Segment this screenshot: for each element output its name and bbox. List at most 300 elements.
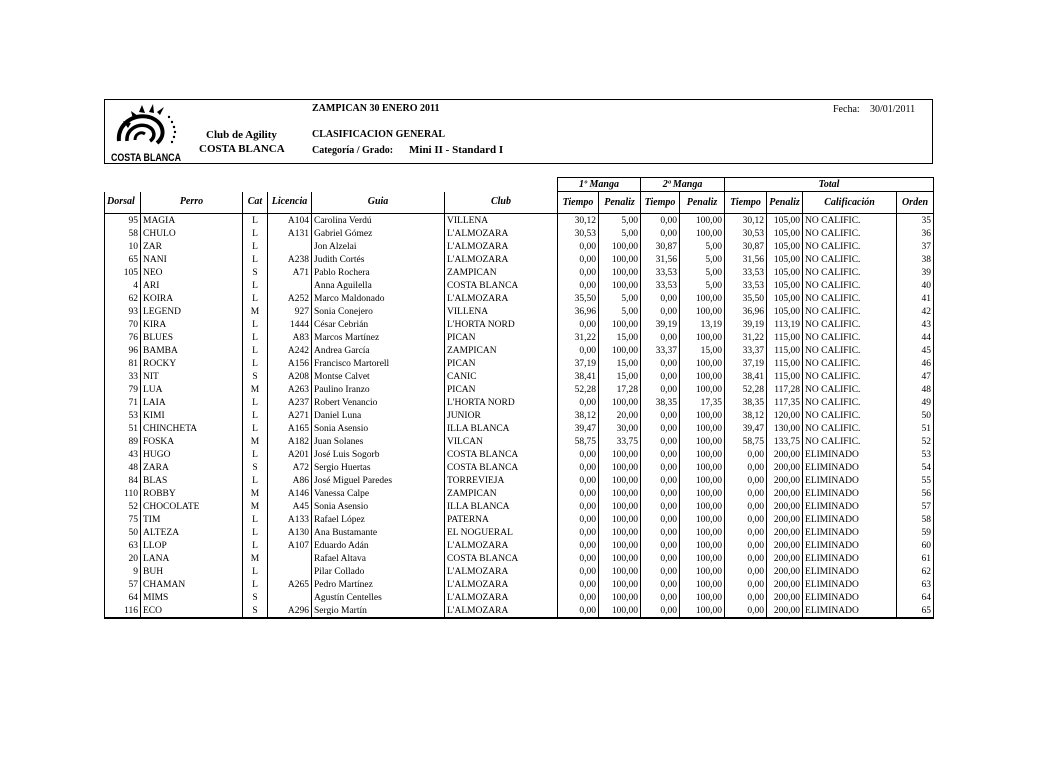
cell-cat: S — [243, 604, 268, 618]
cell-penaliz2: 100,00 — [680, 409, 725, 422]
table-row — [105, 357, 934, 370]
cell-penaliz1: 100,00 — [599, 565, 641, 578]
cell-guia: Gabriel Gómez — [312, 227, 445, 240]
cell-calificacion: NO CALIFIC. — [803, 344, 897, 357]
cell-orden: 36 — [897, 227, 934, 240]
cell-orden: 49 — [897, 396, 934, 409]
cell-calificacion: NO CALIFIC. — [803, 383, 897, 396]
cell-orden: 59 — [897, 526, 934, 539]
cell-dorsal: 95 — [105, 214, 141, 228]
cell-guia: Pilar Collado — [312, 565, 445, 578]
cell-tiempo-total: 35,50 — [725, 292, 767, 305]
cell-perro: LUA — [141, 383, 243, 396]
cell-calificacion: ELIMINADO — [803, 500, 897, 513]
cell-penaliz1: 100,00 — [599, 344, 641, 357]
cell-penaliz2: 5,00 — [680, 279, 725, 292]
cell-cat: M — [243, 487, 268, 500]
cell-penaliz-total: 117,35 — [767, 396, 803, 409]
cell-calificacion: ELIMINADO — [803, 552, 897, 565]
table-row — [105, 448, 934, 461]
cell-tiempo1: 0,00 — [558, 396, 599, 409]
cell-orden: 35 — [897, 214, 934, 228]
table-row — [105, 565, 934, 578]
cell-perro: NIT — [141, 370, 243, 383]
cell-tiempo1: 0,00 — [558, 513, 599, 526]
cell-penaliz1: 33,75 — [599, 435, 641, 448]
cell-penaliz-total: 115,00 — [767, 344, 803, 357]
cell-penaliz-total: 200,00 — [767, 578, 803, 591]
cell-tiempo1: 52,28 — [558, 383, 599, 396]
cell-orden: 64 — [897, 591, 934, 604]
cell-dorsal: 51 — [105, 422, 141, 435]
cell-dorsal: 63 — [105, 539, 141, 552]
cell-calificacion: NO CALIFIC. — [803, 214, 897, 228]
cell-guia: Agustín Centelles — [312, 591, 445, 604]
cell-guia: Marcos Martínez — [312, 331, 445, 344]
cell-club: ILLA BLANCA — [445, 500, 558, 513]
cell-dorsal: 62 — [105, 292, 141, 305]
cell-penaliz1: 100,00 — [599, 266, 641, 279]
cell-licencia: A237 — [268, 396, 312, 409]
column-header-orden: Orden — [897, 192, 934, 214]
group-total: Total — [725, 178, 934, 192]
table-column-header — [105, 192, 934, 214]
cell-calificacion: NO CALIFIC. — [803, 266, 897, 279]
cell-club: L'ALMOZARA — [445, 240, 558, 253]
cell-penaliz1: 100,00 — [599, 552, 641, 565]
cell-orden: 54 — [897, 461, 934, 474]
column-header-penaliz1: Penaliz — [599, 192, 641, 214]
cell-calificacion: ELIMINADO — [803, 526, 897, 539]
cell-tiempo2: 33,53 — [641, 279, 680, 292]
cell-calificacion: ELIMINADO — [803, 461, 897, 474]
cell-cat: L — [243, 279, 268, 292]
cell-tiempo-total: 0,00 — [725, 552, 767, 565]
table-row — [105, 513, 934, 526]
cell-penaliz-total: 200,00 — [767, 565, 803, 578]
cell-penaliz1: 100,00 — [599, 500, 641, 513]
cell-calificacion: NO CALIFIC. — [803, 227, 897, 240]
cell-penaliz1: 5,00 — [599, 292, 641, 305]
cell-penaliz1: 100,00 — [599, 578, 641, 591]
cell-penaliz1: 15,00 — [599, 357, 641, 370]
cell-club: PICAN — [445, 331, 558, 344]
cell-penaliz-total: 200,00 — [767, 539, 803, 552]
cell-licencia: A263 — [268, 383, 312, 396]
cell-dorsal: 105 — [105, 266, 141, 279]
cell-dorsal: 50 — [105, 526, 141, 539]
cell-penaliz-total: 200,00 — [767, 487, 803, 500]
column-header-dorsal: Dorsal — [105, 192, 141, 214]
cell-tiempo1: 0,00 — [558, 448, 599, 461]
cell-orden: 39 — [897, 266, 934, 279]
table-row — [105, 539, 934, 552]
cell-licencia: A165 — [268, 422, 312, 435]
cell-guia: Anna Aguilella — [312, 279, 445, 292]
cell-penaliz-total: 115,00 — [767, 331, 803, 344]
cell-tiempo-total: 52,28 — [725, 383, 767, 396]
cell-tiempo2: 0,00 — [641, 331, 680, 344]
cell-penaliz2: 13,19 — [680, 318, 725, 331]
cell-licencia: A130 — [268, 526, 312, 539]
cell-orden: 50 — [897, 409, 934, 422]
cell-dorsal: 81 — [105, 357, 141, 370]
cell-penaliz-total: 200,00 — [767, 526, 803, 539]
cell-tiempo1: 0,00 — [558, 565, 599, 578]
cell-licencia: A83 — [268, 331, 312, 344]
cell-tiempo1: 38,12 — [558, 409, 599, 422]
cell-dorsal: 65 — [105, 253, 141, 266]
cell-cat: L — [243, 318, 268, 331]
club-name-line2: COSTA BLANCA — [199, 143, 285, 155]
cell-tiempo2: 0,00 — [641, 448, 680, 461]
cell-cat: L — [243, 357, 268, 370]
cell-licencia: A72 — [268, 461, 312, 474]
cell-orden: 53 — [897, 448, 934, 461]
column-header-perro: Perro — [141, 192, 243, 214]
cell-guia: Pedro Martínez — [312, 578, 445, 591]
cell-licencia: 927 — [268, 305, 312, 318]
cell-licencia: A45 — [268, 500, 312, 513]
cell-cat: M — [243, 305, 268, 318]
results-table — [104, 177, 934, 619]
cell-licencia: A182 — [268, 435, 312, 448]
cell-perro: KIMI — [141, 409, 243, 422]
cell-tiempo-total: 0,00 — [725, 500, 767, 513]
logo-text: COSTA BLANCA — [111, 152, 182, 164]
cell-tiempo1: 38,41 — [558, 370, 599, 383]
cell-tiempo1: 0,00 — [558, 604, 599, 618]
cell-tiempo2: 30,87 — [641, 240, 680, 253]
cell-perro: LAIA — [141, 396, 243, 409]
cell-penaliz-total: 105,00 — [767, 227, 803, 240]
cell-penaliz-total: 115,00 — [767, 357, 803, 370]
cell-club: JUNIOR — [445, 409, 558, 422]
cell-tiempo2: 0,00 — [641, 357, 680, 370]
cell-penaliz2: 100,00 — [680, 305, 725, 318]
cell-licencia: A71 — [268, 266, 312, 279]
blank-header — [105, 178, 558, 192]
cell-club: L'ALMOZARA — [445, 227, 558, 240]
cell-guia: Vanessa Calpe — [312, 487, 445, 500]
cell-penaliz2: 100,00 — [680, 461, 725, 474]
cell-penaliz2: 100,00 — [680, 552, 725, 565]
cell-club: EL NOGUERAL — [445, 526, 558, 539]
cell-perro: ARI — [141, 279, 243, 292]
cell-licencia: A208 — [268, 370, 312, 383]
table-row — [105, 396, 934, 409]
cell-penaliz-total: 200,00 — [767, 591, 803, 604]
cell-club: ILLA BLANCA — [445, 422, 558, 435]
cell-cat: L — [243, 396, 268, 409]
cell-perro: ROBBY — [141, 487, 243, 500]
cell-penaliz-total: 105,00 — [767, 214, 803, 228]
cell-penaliz2: 100,00 — [680, 539, 725, 552]
cell-penaliz1: 100,00 — [599, 591, 641, 604]
cell-tiempo-total: 38,35 — [725, 396, 767, 409]
cell-guia: Montse Calvet — [312, 370, 445, 383]
cell-tiempo2: 0,00 — [641, 214, 680, 228]
results-body — [105, 214, 934, 619]
cell-penaliz1: 100,00 — [599, 253, 641, 266]
cell-licencia: A238 — [268, 253, 312, 266]
cell-dorsal: 57 — [105, 578, 141, 591]
cell-tiempo1: 0,00 — [558, 591, 599, 604]
cell-cat: L — [243, 240, 268, 253]
cell-tiempo2: 0,00 — [641, 383, 680, 396]
cell-calificacion: ELIMINADO — [803, 448, 897, 461]
cell-tiempo2: 0,00 — [641, 578, 680, 591]
cell-penaliz2: 17,35 — [680, 396, 725, 409]
cell-penaliz2: 100,00 — [680, 513, 725, 526]
table-row — [105, 578, 934, 591]
cell-penaliz1: 5,00 — [599, 227, 641, 240]
cell-club: L'ALMOZARA — [445, 591, 558, 604]
table-row — [105, 344, 934, 357]
cell-tiempo1: 0,00 — [558, 552, 599, 565]
table-row — [105, 500, 934, 513]
cell-orden: 62 — [897, 565, 934, 578]
cell-penaliz-total: 130,00 — [767, 422, 803, 435]
cell-penaliz2: 100,00 — [680, 370, 725, 383]
cell-tiempo1: 0,00 — [558, 487, 599, 500]
cell-tiempo2: 0,00 — [641, 474, 680, 487]
cell-perro: BLAS — [141, 474, 243, 487]
cell-orden: 51 — [897, 422, 934, 435]
cell-licencia: A296 — [268, 604, 312, 618]
cell-tiempo2: 0,00 — [641, 487, 680, 500]
cell-penaliz1: 100,00 — [599, 539, 641, 552]
cell-perro: TIM — [141, 513, 243, 526]
cell-tiempo2: 0,00 — [641, 305, 680, 318]
group-manga2: 2ª Manga — [641, 178, 725, 192]
cell-guia: Ana Bustamante — [312, 526, 445, 539]
cell-club: L'ALMOZARA — [445, 292, 558, 305]
cell-tiempo1: 31,22 — [558, 331, 599, 344]
cell-licencia: A156 — [268, 357, 312, 370]
cell-tiempo1: 0,00 — [558, 578, 599, 591]
cell-licencia: A146 — [268, 487, 312, 500]
cell-orden: 44 — [897, 331, 934, 344]
table-row — [105, 591, 934, 604]
cell-penaliz2: 15,00 — [680, 344, 725, 357]
cell-cat: S — [243, 591, 268, 604]
cell-cat: L — [243, 539, 268, 552]
cell-tiempo1: 37,19 — [558, 357, 599, 370]
cell-licencia: A133 — [268, 513, 312, 526]
cell-tiempo1: 39,47 — [558, 422, 599, 435]
cell-penaliz2: 5,00 — [680, 240, 725, 253]
cell-licencia: A131 — [268, 227, 312, 240]
cell-calificacion: NO CALIFIC. — [803, 422, 897, 435]
cell-tiempo2: 0,00 — [641, 500, 680, 513]
cell-guia: César Cebrián — [312, 318, 445, 331]
cell-tiempo-total: 30,53 — [725, 227, 767, 240]
column-header-tiempo1: Tiempo — [558, 192, 599, 214]
table-row — [105, 552, 934, 565]
cell-orden: 56 — [897, 487, 934, 500]
cell-licencia: A104 — [268, 214, 312, 228]
cell-guia: Sonia Asensio — [312, 422, 445, 435]
cell-guia: Sonia Conejero — [312, 305, 445, 318]
column-header-tiempo2: Tiempo — [641, 192, 680, 214]
cell-licencia — [268, 565, 312, 578]
cell-calificacion: NO CALIFIC. — [803, 435, 897, 448]
cell-calificacion: NO CALIFIC. — [803, 279, 897, 292]
table-row — [105, 604, 934, 618]
cell-orden: 60 — [897, 539, 934, 552]
cell-calificacion: ELIMINADO — [803, 578, 897, 591]
cell-dorsal: 84 — [105, 474, 141, 487]
cell-penaliz2: 100,00 — [680, 578, 725, 591]
table-row — [105, 227, 934, 240]
cell-tiempo-total: 38,41 — [725, 370, 767, 383]
cell-penaliz-total: 105,00 — [767, 266, 803, 279]
cell-calificacion: ELIMINADO — [803, 539, 897, 552]
column-header-penaliz2: Penaliz — [680, 192, 725, 214]
cell-guia: Jon Alzelai — [312, 240, 445, 253]
cell-club: COSTA BLANCA — [445, 461, 558, 474]
column-header-penaliz-total: Penaliz — [767, 192, 803, 214]
group-manga1: 1º Manga — [558, 178, 641, 192]
cell-penaliz-total: 117,28 — [767, 383, 803, 396]
cell-licencia: A252 — [268, 292, 312, 305]
cell-dorsal: 110 — [105, 487, 141, 500]
cell-penaliz1: 100,00 — [599, 240, 641, 253]
table-row — [105, 370, 934, 383]
cell-perro: NEO — [141, 266, 243, 279]
cell-penaliz1: 17,28 — [599, 383, 641, 396]
table-row — [105, 305, 934, 318]
cell-tiempo2: 0,00 — [641, 539, 680, 552]
cell-orden: 52 — [897, 435, 934, 448]
cell-tiempo-total: 0,00 — [725, 513, 767, 526]
cell-guia: Sergio Martín — [312, 604, 445, 618]
cell-penaliz1: 100,00 — [599, 318, 641, 331]
table-row — [105, 383, 934, 396]
column-header-cat: Cat — [243, 192, 268, 214]
cell-club: L'HORTA NORD — [445, 318, 558, 331]
table-row — [105, 474, 934, 487]
table-row — [105, 279, 934, 292]
cell-penaliz2: 100,00 — [680, 565, 725, 578]
cell-penaliz1: 100,00 — [599, 513, 641, 526]
cell-penaliz-total: 105,00 — [767, 292, 803, 305]
cell-dorsal: 53 — [105, 409, 141, 422]
cell-tiempo-total: 0,00 — [725, 578, 767, 591]
cell-dorsal: 43 — [105, 448, 141, 461]
cell-tiempo-total: 0,00 — [725, 591, 767, 604]
cell-club: COSTA BLANCA — [445, 448, 558, 461]
cell-licencia: 1444 — [268, 318, 312, 331]
cell-penaliz2: 100,00 — [680, 474, 725, 487]
cell-licencia: A265 — [268, 578, 312, 591]
cell-club: VILLENA — [445, 214, 558, 228]
cell-orden: 58 — [897, 513, 934, 526]
table-row — [105, 526, 934, 539]
cell-tiempo2: 0,00 — [641, 526, 680, 539]
cell-guia: Rafael López — [312, 513, 445, 526]
cell-orden: 48 — [897, 383, 934, 396]
cell-perro: MIMS — [141, 591, 243, 604]
cell-guia: Sergio Huertas — [312, 461, 445, 474]
cell-tiempo-total: 30,87 — [725, 240, 767, 253]
cell-tiempo-total: 0,00 — [725, 487, 767, 500]
cell-calificacion: NO CALIFIC. — [803, 409, 897, 422]
cell-dorsal: 96 — [105, 344, 141, 357]
cell-cat: L — [243, 331, 268, 344]
table-group-header — [105, 178, 934, 192]
cell-orden: 65 — [897, 604, 934, 618]
cell-penaliz2: 100,00 — [680, 383, 725, 396]
cell-tiempo1: 0,00 — [558, 500, 599, 513]
cell-club: L'ALMOZARA — [445, 253, 558, 266]
cell-guia: José Luis Sogorb — [312, 448, 445, 461]
cell-tiempo2: 33,53 — [641, 266, 680, 279]
cell-penaliz2: 100,00 — [680, 357, 725, 370]
cell-penaliz-total: 200,00 — [767, 461, 803, 474]
cell-tiempo2: 0,00 — [641, 565, 680, 578]
cell-guia: Eduardo Adán — [312, 539, 445, 552]
table-row — [105, 318, 934, 331]
cell-guia: Carolina Verdú — [312, 214, 445, 228]
date-value: 30/01/2011 — [870, 104, 916, 115]
cell-perro: KIRA — [141, 318, 243, 331]
cell-penaliz-total: 120,00 — [767, 409, 803, 422]
cell-penaliz-total: 200,00 — [767, 474, 803, 487]
cell-licencia: A271 — [268, 409, 312, 422]
cell-calificacion: NO CALIFIC. — [803, 357, 897, 370]
cell-tiempo-total: 39,19 — [725, 318, 767, 331]
cell-dorsal: 10 — [105, 240, 141, 253]
table-row — [105, 435, 934, 448]
cell-tiempo-total: 33,53 — [725, 266, 767, 279]
cell-penaliz1: 20,00 — [599, 409, 641, 422]
cell-calificacion: NO CALIFIC. — [803, 331, 897, 344]
cell-perro: BLUES — [141, 331, 243, 344]
cell-perro: CHINCHETA — [141, 422, 243, 435]
cell-orden: 47 — [897, 370, 934, 383]
table-row — [105, 266, 934, 279]
cell-tiempo1: 0,00 — [558, 253, 599, 266]
cell-tiempo1: 30,53 — [558, 227, 599, 240]
cell-licencia: A86 — [268, 474, 312, 487]
cell-tiempo2: 0,00 — [641, 422, 680, 435]
cell-tiempo-total: 36,96 — [725, 305, 767, 318]
cell-cat: M — [243, 552, 268, 565]
cell-perro: ECO — [141, 604, 243, 618]
cell-dorsal: 116 — [105, 604, 141, 618]
cell-orden: 42 — [897, 305, 934, 318]
cell-cat: S — [243, 461, 268, 474]
cell-perro: LLOP — [141, 539, 243, 552]
cell-tiempo-total: 39,47 — [725, 422, 767, 435]
cell-penaliz-total: 200,00 — [767, 552, 803, 565]
cell-tiempo2: 33,37 — [641, 344, 680, 357]
cell-tiempo1: 0,00 — [558, 318, 599, 331]
cell-tiempo2: 0,00 — [641, 552, 680, 565]
cell-cat: L — [243, 513, 268, 526]
cell-cat: M — [243, 435, 268, 448]
cell-cat: L — [243, 474, 268, 487]
cell-cat: M — [243, 383, 268, 396]
cell-penaliz2: 5,00 — [680, 266, 725, 279]
cell-penaliz1: 30,00 — [599, 422, 641, 435]
cell-penaliz1: 100,00 — [599, 279, 641, 292]
cell-licencia — [268, 279, 312, 292]
cell-licencia: A242 — [268, 344, 312, 357]
cell-guia: Francisco Martorell — [312, 357, 445, 370]
